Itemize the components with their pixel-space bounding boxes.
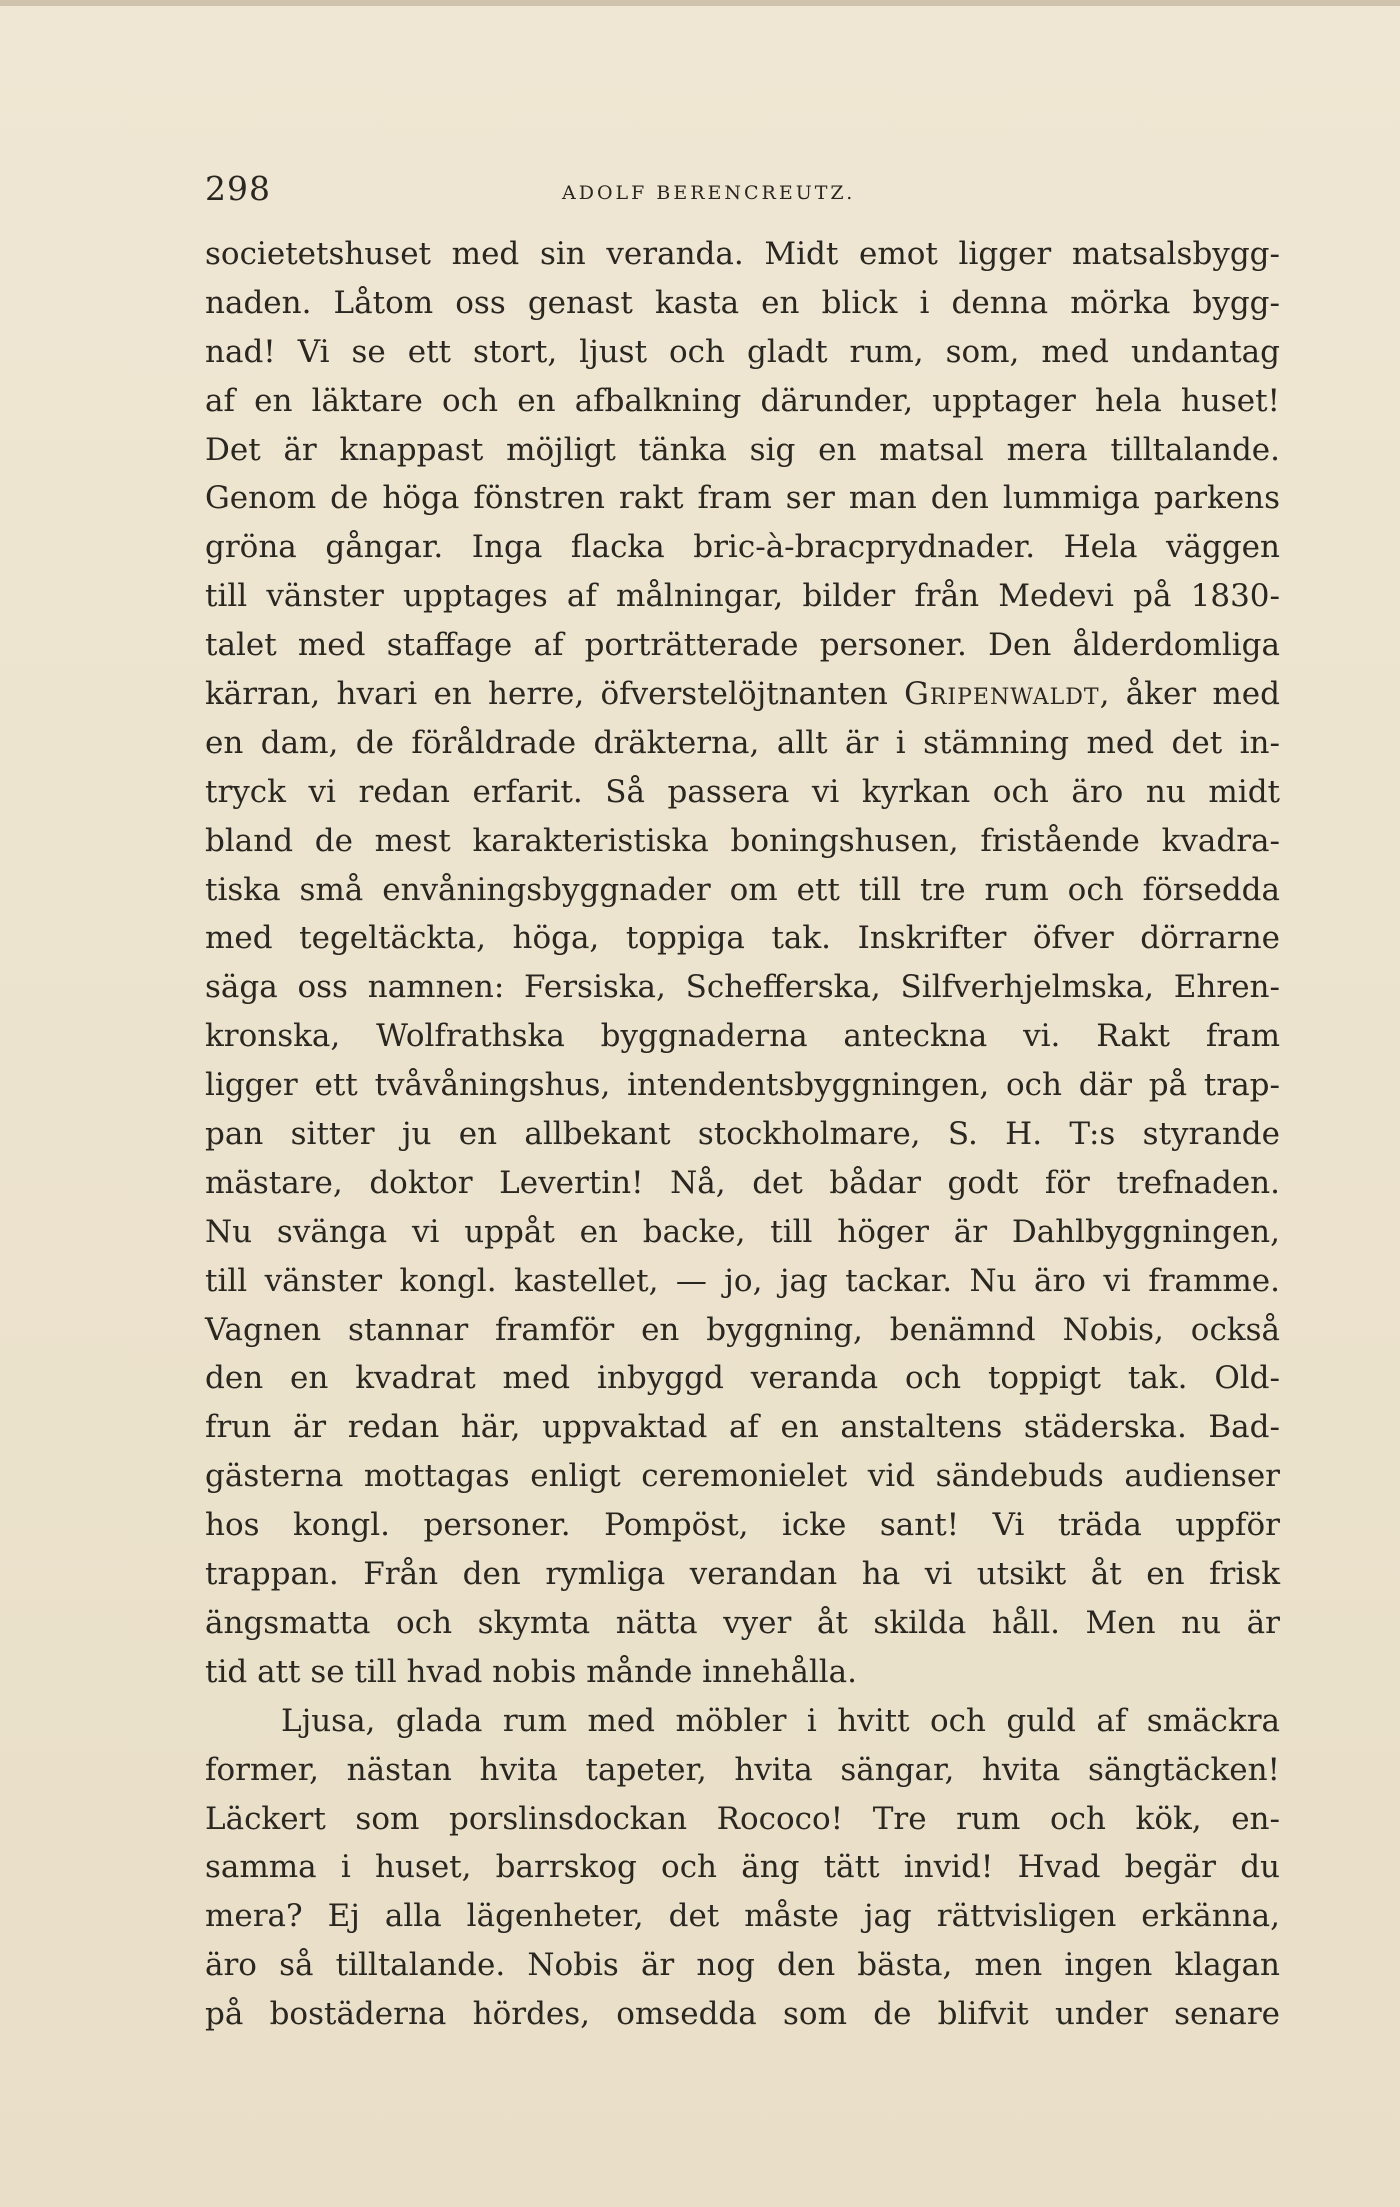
- text-line: till vänster kongl. kastellet, — jo, jag tackar. Nu äro vi framme.: [205, 1262, 1280, 1299]
- text-line: mera? Ej alla lägenheter, det måste jag rättvisligen erkänna,: [205, 1898, 1280, 1935]
- text-line: Ljusa, glada rum med möbler i hvitt och guld af smäckra: [281, 1702, 1280, 1739]
- text-line: societetshuset med sin veranda. Midt emot ligger matsalsbygg-: [205, 236, 1280, 272]
- text-segment: kärran, hvari en herre, öfverstelöjtnanten: [205, 676, 905, 713]
- text-line: nad! Vi se ett stort, ljust och gladt rum, som, med undantag: [205, 333, 1280, 370]
- text-line: pan sitter ju en allbekant stockholmare, S. H. T:s styrande: [205, 1116, 1280, 1153]
- page-header: [205, 166, 1285, 212]
- text-line: ligger ett tvåvåningshus, intendentsbyggningen, och där på trap-: [205, 1067, 1280, 1104]
- text-line: talet med staffage af porträtterade personer. Den ålderdomliga: [205, 627, 1280, 664]
- text-line: af en läktare och en afbalkning därunder, upptager hela huset!: [205, 382, 1280, 419]
- text-line: mästare, doktor Levertin! Nå, det bådar godt för trefnaden.: [205, 1164, 1280, 1201]
- text-line: hos kongl. personer. Pompöst, icke sant! Vi träda uppför: [205, 1507, 1280, 1544]
- person-name: Gripenwaldt: [904, 676, 1100, 713]
- text-line: kronska, Wolfrathska byggnaderna anteckna vi. Rakt fram: [205, 1018, 1280, 1055]
- text-line: den en kvadrat med inbyggd veranda och toppigt tak. Old-: [205, 1360, 1280, 1397]
- text-line: säga oss namnen: Fersiska, Schefferska, Silfverhjelmska, Ehren-: [205, 969, 1280, 1006]
- text-line: Vagnen stannar framför en byggning, benämnd Nobis, också: [205, 1311, 1280, 1348]
- text-line: naden. Låtom oss genast kasta en blick i denna mörka bygg-: [205, 284, 1280, 321]
- text-line: tiska små envåningsbyggnader om ett till tre rum och försedda: [205, 871, 1280, 908]
- text-line: samma i huset, barrskog och äng tätt invid! Hvad begär du: [205, 1849, 1280, 1886]
- page-top-edge: [0, 0, 1400, 6]
- text-line: tryck vi redan erfarit. Så passera vi kyrkan och äro nu midt: [205, 773, 1280, 810]
- text-line: Nu svänga vi uppåt en backe, till höger är Dahlbyggningen,: [205, 1213, 1280, 1250]
- text-line: trappan. Från den rymliga verandan ha vi utsikt åt en frisk: [205, 1556, 1280, 1593]
- text-line: en dam, de föråldrade dräkterna, allt är i stämning med det in-: [205, 724, 1280, 761]
- text-line: bland de mest karakteristiska boningshusen, fristående kvadra-: [205, 822, 1280, 859]
- text-line-with-name: [205, 670, 1280, 719]
- body-text: [205, 230, 1280, 2039]
- text-line: Läckert som porslinsdockan Rococo! Tre rum och kök, en-: [205, 1800, 1280, 1837]
- text-line: gröna gångar. Inga flacka bric-à-bracprydnader. Hela väggen: [205, 529, 1280, 566]
- text-line: äro så tilltalande. Nobis är nog den bästa, men ingen klagan: [205, 1947, 1280, 1984]
- text-line: till vänster upptages af målningar, bilder från Medevi på 1830-: [205, 578, 1280, 615]
- text-line: gästerna mottagas enligt ceremonielet vid sändebuds audienser: [205, 1458, 1280, 1495]
- text-line: tid att se till hvad nobis månde innehålla.: [205, 1653, 857, 1690]
- text-line: frun är redan här, uppvaktad af en anstaltens städerska. Bad-: [205, 1409, 1280, 1446]
- text-line: med tegeltäckta, höga, toppiga tak. Inskrifter öfver dörrarne: [205, 920, 1280, 957]
- text-line: på bostäderna hördes, omsedda som de blifvit under senare: [205, 1996, 1280, 2033]
- text-segment: , åker med: [1099, 676, 1280, 713]
- text-line: former, nästan hvita tapeter, hvita sängar, hvita sängtäcken!: [205, 1751, 1280, 1788]
- page-number: 298: [205, 169, 271, 208]
- text-line: Genom de höga fönstren rakt fram ser man den lummiga parkens: [205, 480, 1280, 517]
- running-title: ADOLF BERENCREUTZ.: [562, 182, 856, 204]
- text-line: ängsmatta och skymta nätta vyer åt skilda håll. Men nu är: [205, 1604, 1280, 1641]
- text-line: Det är knappast möjligt tänka sig en matsal mera tilltalande.: [205, 431, 1280, 468]
